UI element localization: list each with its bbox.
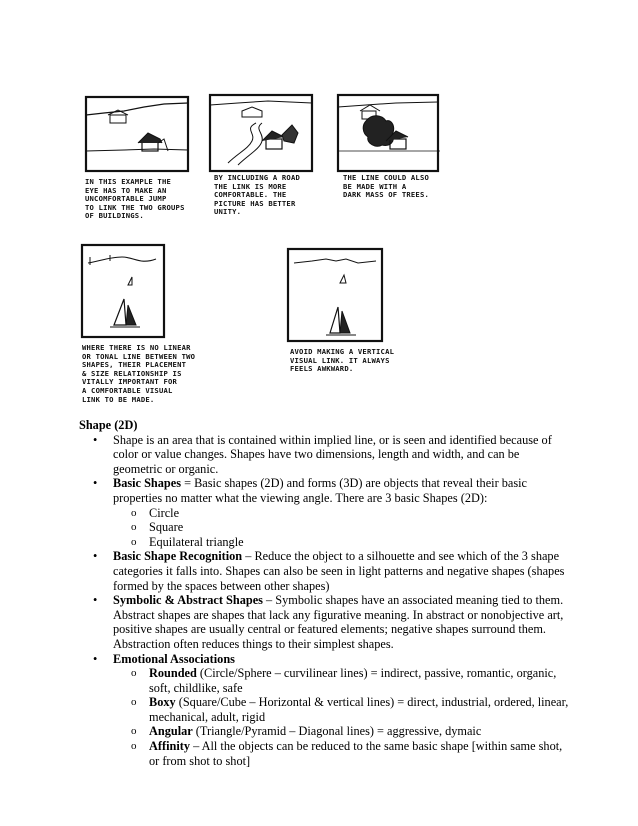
- shape-2d-section: [79, 418, 569, 768]
- sub-list-item: o Equilateral triangle: [149, 535, 569, 550]
- sketch-3-caption: THE LINE COULD ALSO BE MADE WITH A DARK MASS OF TREES.: [343, 173, 430, 200]
- list-item: [113, 652, 569, 769]
- sub-list-item: [149, 666, 569, 695]
- emotional-list: [113, 666, 569, 768]
- item-text: – Reduce the object to a silhouette and see which of the 3 shape categories it falls into. Shapes can also be seen in light patterns and negative shapes (shapes formed by the spaces between other shapes): [113, 549, 565, 593]
- sub-list-item: [149, 724, 569, 739]
- item-text: (Circle/Sphere – curvilinear lines) = indirect, passive, romantic, organic, soft, childlike, safe: [149, 666, 557, 695]
- list-item: [113, 433, 569, 477]
- sketch-5-vertical-link: [286, 247, 384, 343]
- sub-list-item: [149, 695, 569, 724]
- item-term: Angular: [149, 724, 193, 739]
- item-term: Basic Shape Recognition: [113, 549, 243, 564]
- sub-list-item: o Circle: [149, 506, 569, 521]
- item-term: Emotional Associations: [113, 651, 235, 666]
- item-text: – Symbolic shapes have an associated meaning tied to them. Abstract shapes are shapes that lack any figurative meaning. In abstract or nonobjective art, positive shapes are usually central or featured elements; negative shapes surround them. Abstraction often reduces things to their simplest shapes.: [113, 593, 564, 651]
- item-text: (Triangle/Pyramid – Diagonal lines) = aggressive, dymaic: [192, 724, 482, 739]
- item-text: (Square/Cube – Horizontal & vertical lines) = direct, industrial, ordered, linear, mechanical, adult, rigid: [149, 695, 569, 724]
- sketch-4-no-linear-line: [80, 243, 166, 339]
- item-term: Rounded: [149, 666, 197, 681]
- sketch-5-caption: AVOID MAKING A VERTICAL VISUAL LINK. IT ALWAYS FEELS AWKWARD.: [290, 347, 395, 374]
- item-term: Boxy: [149, 695, 176, 710]
- list-item: [113, 549, 569, 593]
- item-term: Affinity: [149, 739, 190, 754]
- sketch-2-caption: BY INCLUDING A ROAD THE LINK IS MORE COMFORTABLE. THE PICTURE HAS BETTER UNITY.: [214, 173, 301, 217]
- item-term: Basic Shapes: [113, 476, 181, 491]
- item-text: – All the objects can be reduced to the same basic shape [within same shot, or from shot to shot]: [149, 739, 563, 768]
- sub-list-item: [149, 739, 569, 768]
- item-term: Symbolic & Abstract Shapes: [113, 593, 263, 608]
- basic-shapes-list: [113, 506, 569, 550]
- sketch-1-caption: IN THIS EXAMPLE THE EYE HAS TO MAKE AN UNCOMFORTABLE JUMP TO LINK THE TWO GROUPS OF BUILDINGS.: [85, 177, 185, 221]
- list-item: [113, 476, 569, 549]
- sketch-3-dark-trees: [336, 93, 440, 173]
- item-text: Shape is an area that is contained within implied line, or is seen and identified because of color or value changes. Shapes have two dimensions, length and width, and can be geometric or organic.: [113, 432, 552, 476]
- sketch-1-two-building-groups: [84, 95, 190, 173]
- sketch-2-road-link: [208, 93, 314, 173]
- section-title: Shape (2D): [79, 418, 138, 432]
- item-text: = Basic shapes (2D) and forms (3D) are objects that reveal their basic properties no matter what the viewing angle. There are 3 basic Shapes (2D):: [113, 476, 527, 505]
- list-item: [113, 593, 569, 651]
- sketch-4-caption: WHERE THERE IS NO LINEAR OR TONAL LINE BETWEEN TWO SHAPES, THEIR PLACEMENT & SIZE RELATIONSHIP IS VITALLY IMPORTANT FOR A COMFORTABLE VISUAL LINK TO BE MADE.: [82, 343, 196, 404]
- main-list: [79, 433, 569, 769]
- sub-list-item: o Square: [149, 520, 569, 535]
